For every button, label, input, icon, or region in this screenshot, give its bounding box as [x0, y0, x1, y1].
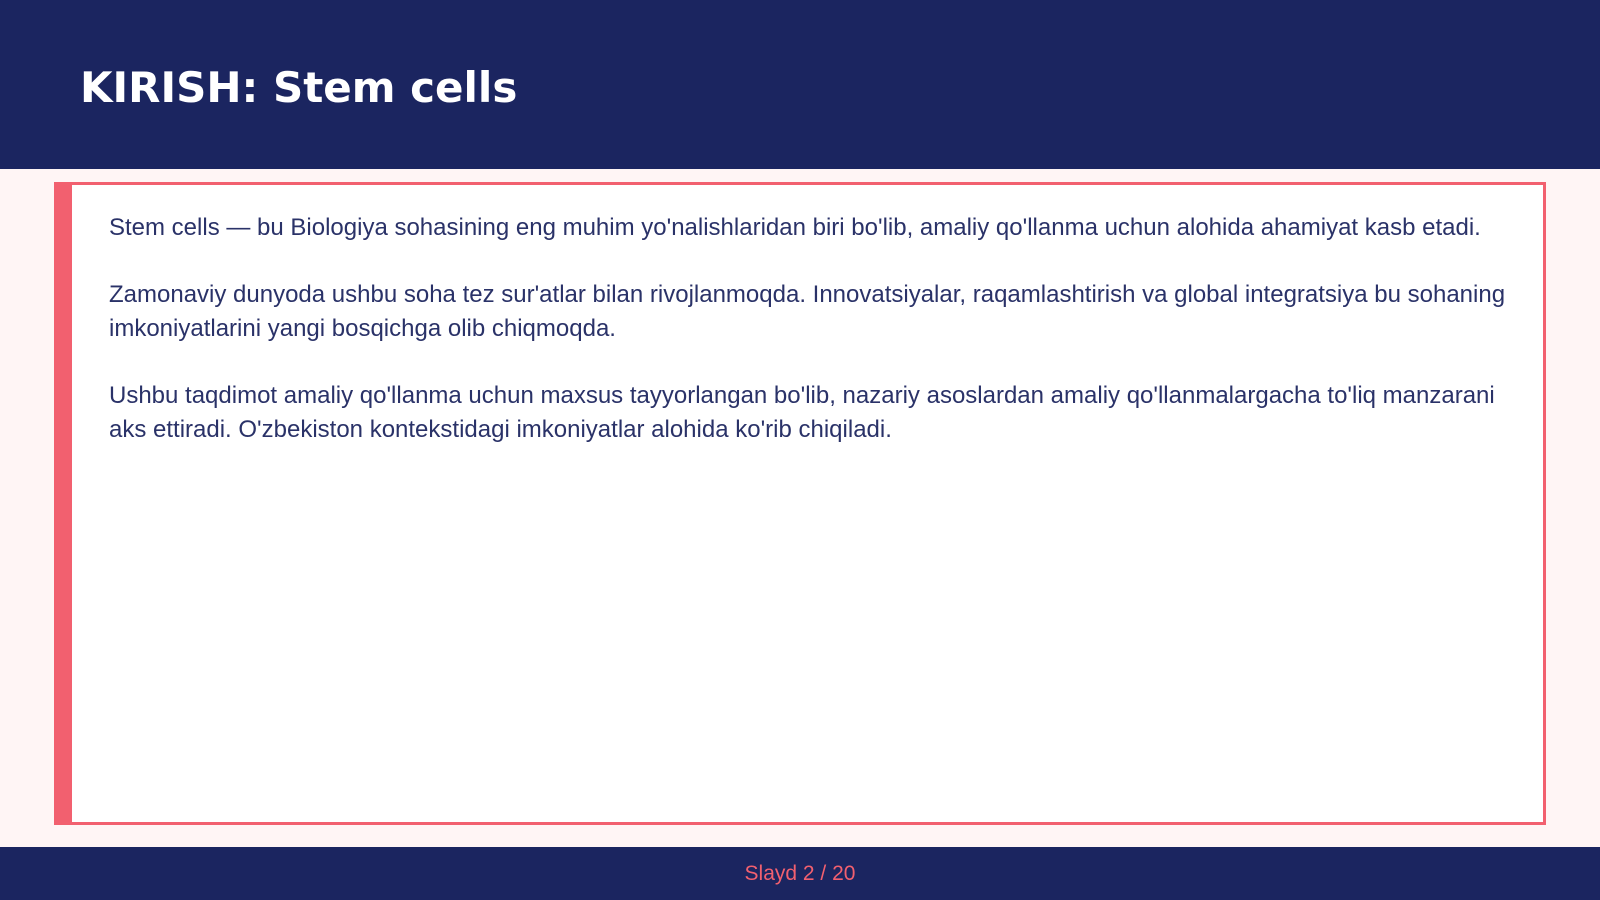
paragraph-presentation-purpose: Ushbu taqdimot amaliy qo'llanma uchun maxsus tayyorlangan bo'lib, nazariy asoslardan amaliy qo'llanmalargacha to'liq manzarani aks ettiradi. O'zbekiston kontekstidagi imkoniyatlar alohida ko'rib chiqiladi.	[109, 382, 1495, 443]
paragraph-intro: Stem cells — bu Biologiya sohasining eng muhim yo'nalishlaridan biri bo'lib, amaliy qo'llanma uchun alohida ahamiyat kasb etadi.	[109, 214, 1481, 241]
content-text	[109, 211, 1509, 480]
content-card	[54, 182, 1546, 825]
slide-header	[0, 0, 1600, 169]
slide-counter: Slayd 2 / 20	[744, 862, 856, 885]
paragraph-modern-world: Zamonaviy dunyoda ushbu soha tez sur'atlar bilan rivojlanmoqda. Innovatsiyalar, raqamlashtirish va global integratsiya bu sohaning imkoniyatlarini yangi bosqichga olib chiqmoqda.	[109, 281, 1506, 342]
slide-footer	[0, 847, 1600, 900]
slide-title: KIRISH: Stem cells	[80, 63, 518, 112]
